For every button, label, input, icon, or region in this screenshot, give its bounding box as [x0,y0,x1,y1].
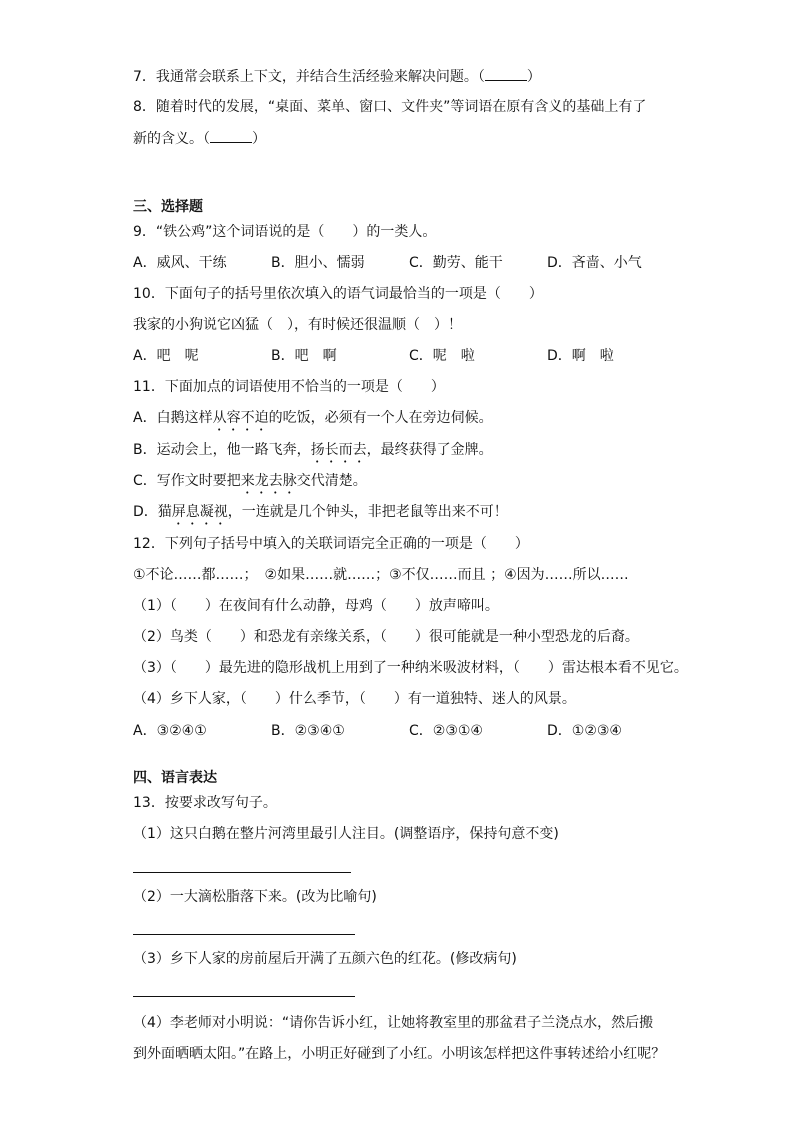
question-13-item-4-line-1: （4）李老师对小明说：“请你告诉小红，让她将教室里的那盆君子兰浇点水，然后搬 [133,1015,654,1031]
question-10-stem: 10．下面句子的括号里依次填入的语气词最恰当的一项是（ ） [133,286,543,302]
question-7: 7．我通常会联系上下文，并结合生活经验来解决问题。（ ） [133,66,541,87]
question-7-text: 7．我通常会联系上下文，并结合生活经验来解决问题。（ [133,69,485,85]
answer-line[interactable] [133,996,355,997]
question-9-option-c[interactable]: C．勤劳、能干 [409,255,503,271]
question-10-option-d[interactable]: D．啊 啦 [547,348,614,364]
answer-line[interactable] [133,872,351,873]
question-12-option-a[interactable]: A．③②④① [133,723,207,739]
question-13-item-4-line-2: 到外面晒晒太阳。”在路上，小明正好碰到了小红。小明该怎样把这件事转述给小红呢？ [133,1046,666,1062]
answer-blank[interactable] [210,128,252,143]
question-9-option-d[interactable]: D．吝啬、小气 [547,255,642,271]
question-12-option-c[interactable]: C．②③①④ [409,723,483,739]
question-12-sentence-2: （2）鸟类（ ）和恐龙有亲缘关系，（ ）很可能就是一种小型恐龙的后裔。 [133,629,639,645]
question-10-sentence: 我家的小狗说它凶猛（ ），有时候还很温顺（ ）！ [133,317,462,333]
question-10-option-b[interactable]: B．吧 啊 [271,348,337,364]
question-11-option-d[interactable]: D．猫屏息凝视，一连就是几个钟头，非把老鼠等出来不可！ [133,504,508,520]
question-9-option-a[interactable]: A．威风、干练 [133,255,227,271]
question-13-item-1: （1）这只白鹅在整片河湾里最引人注目。(调整语序，保持句意不变) [133,826,559,842]
dotted-word: 扬长而去 [310,442,367,458]
question-12-stem: 12．下列句子括号中填入的关联词语完全正确的一项是（ ） [133,536,529,552]
question-11-option-a[interactable]: A．白鹅这样从容不迫的吃饭，必须有一个人在旁边伺候。 [133,410,493,426]
question-12-sentence-1: （1）（ ）在夜间有什么动静，母鸡（ ）放声啼叫。 [133,598,499,614]
question-13-stem: 13．按要求改写句子。 [133,795,277,811]
question-11-option-b[interactable]: B．运动会上，他一路飞奔，扬长而去，最终获得了金牌。 [133,442,493,458]
question-8-line-2: 新的含义。（ ） [133,128,266,149]
dotted-word: 屏息凝视 [171,504,228,520]
answer-blank[interactable] [485,66,527,81]
question-12-option-d[interactable]: D．①②③④ [547,723,622,739]
dotted-word: 从容不迫 [212,410,269,426]
question-13-item-2: （2）一大滴松脂落下来。(改为比喻句) [133,889,377,905]
question-9-stem: 9．“铁公鸡”这个词语说的是（ ）的一类人。 [133,224,437,240]
question-12-pairs: ①不论……都……； ②如果……就……；③不仅……而且 ；④因为……所以…… [133,567,629,583]
question-10-option-a[interactable]: A．吧 呢 [133,348,199,364]
question-11-stem: 11．下面加点的词语使用不恰当的一项是（ ） [133,379,445,395]
question-12-option-b[interactable]: B．②③④① [271,723,345,739]
question-8-line-1: 8．随着时代的发展，“桌面、菜单、窗口、文件夹”等词语在原有含义的基础上有了 [133,99,647,115]
question-10-option-c[interactable]: C．呢 啦 [409,348,475,364]
answer-line[interactable] [133,934,355,935]
question-12-sentence-4: （4）乡下人家，（ ）什么季节，（ ）有一道独特、迷人的风景。 [133,691,576,707]
question-13-item-3: （3）乡下人家的房前屋后开满了五颜六色的红花。(修改病句) [133,951,517,967]
question-12-sentence-3: （3）（ ）最先进的隐形战机上用到了一种纳米吸波材料，（ ）雷达根本看不见它。 [133,660,688,676]
dotted-word: 来龙去脉 [240,473,297,489]
section-3-title: 三、选择题 [133,199,203,215]
question-9-option-b[interactable]: B．胆小、懦弱 [271,255,365,271]
section-4-title: 四、语言表达 [133,770,217,786]
question-11-option-c[interactable]: C．写作文时要把来龙去脉交代清楚。 [133,473,367,489]
